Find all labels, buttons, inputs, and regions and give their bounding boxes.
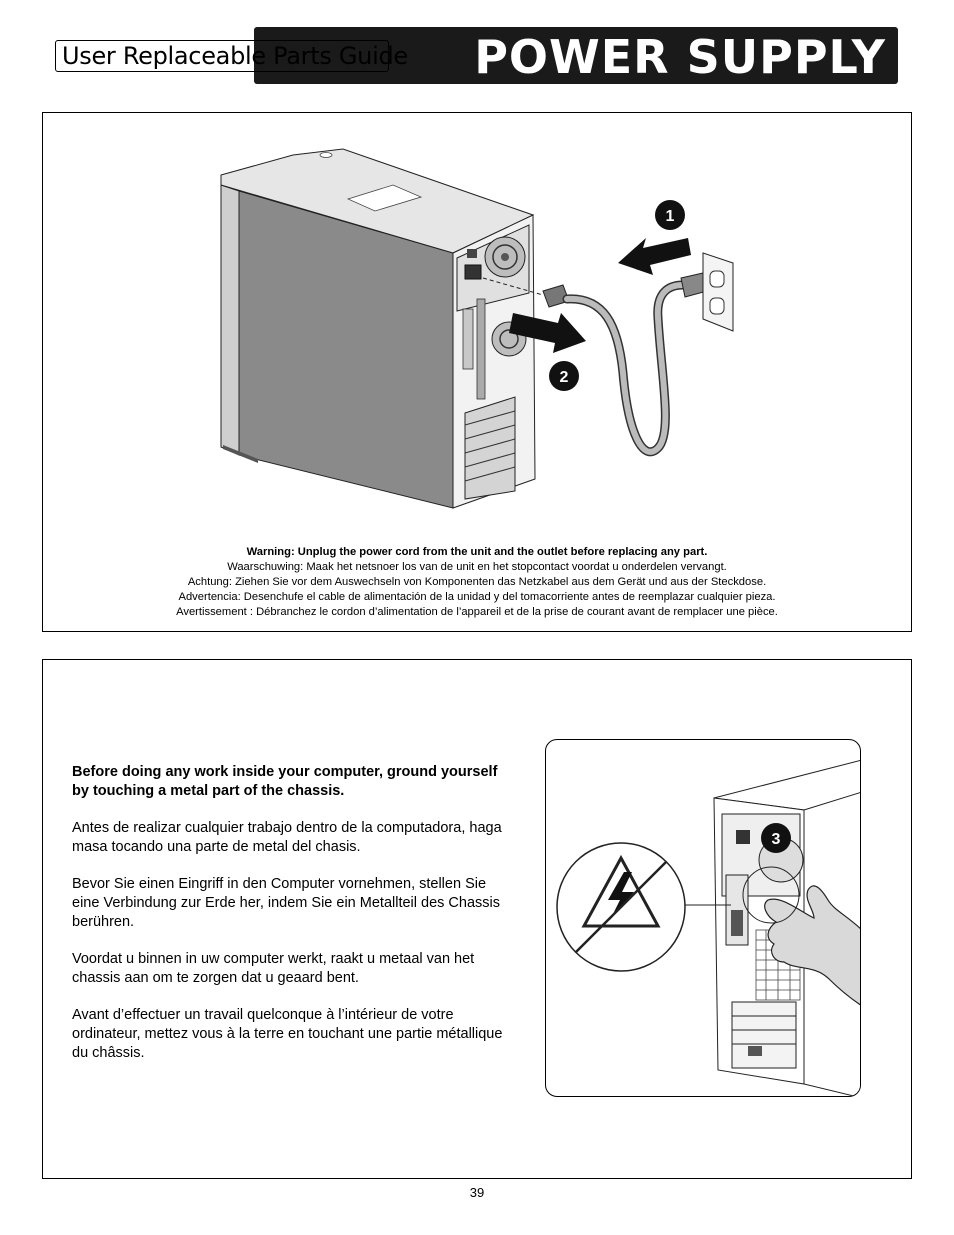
grounding-text-es: Antes de realizar cualquier trabajo dentro de la computadora, haga masa tocando una parte de metal del chasis.	[72, 820, 502, 855]
unplug-illustration	[43, 113, 911, 533]
tower-side-panel	[221, 185, 239, 455]
warning-line-es: Advertencia: Desenchufe el cable de alimentación de la unidad y del tomacorriente antes de reemplazar cualquier pieza.	[178, 591, 776, 603]
step-ground-panel	[42, 659, 912, 1179]
grounding-text-nl: Voordat u binnen in uw computer werkt, raakt u metaal van het chassis aan om te zorgen dat u geaard bent.	[72, 951, 475, 986]
section-title: POWER SUPPLY	[474, 30, 886, 84]
warning-line-de: Achtung: Ziehen Sie vor dem Auswechseln von Komponenten das Netzkabel aus dem Gerät und aus der Steckdose.	[187, 576, 767, 588]
callout-2: 2	[559, 369, 569, 386]
grounding-illustration	[546, 740, 861, 1097]
arrow-unplug-outlet	[618, 238, 691, 275]
warning-line-fr: Avertissement : Débranchez le cordon d’alimentation de l’appareil et de la prise de courant avant de remplacer une pièce.	[176, 606, 778, 618]
grounding-text-en: Before doing any work inside your computer, ground yourself by touching a metal part of the chassis.	[72, 764, 498, 799]
warning-line-en: Warning: Unplug the power cord from the unit and the outlet before replacing any part.	[246, 546, 708, 558]
grounding-text-de: Bevor Sie einen Eingriff in den Computer vornehmen, stellen Sie eine Verbindung zur Erde her, indem Sie ein Metallteil des Chassis berühren.	[72, 876, 500, 930]
power-socket	[465, 265, 481, 279]
page-number: 39	[469, 1185, 485, 1200]
callout-3: 3	[771, 831, 781, 848]
step-unplug-panel	[42, 112, 912, 632]
expansion-slots	[465, 397, 515, 499]
callout-1: 1	[665, 208, 675, 225]
guide-title: User Replaceable Parts Guide	[55, 40, 389, 72]
grounding-illustration-frame	[545, 739, 861, 1097]
warning-text	[43, 545, 911, 620]
wall-outlet	[703, 253, 733, 331]
warning-line-nl: Waarschuwing: Maak het netsnoer los van de unit en het stopcontact voordat u onderdelen vervangt.	[227, 561, 727, 573]
grounding-instructions	[72, 763, 512, 1081]
grounding-text-fr: Avant d’effectuer un travail quelconque à l’intérieur de votre ordinateur, mettez vous à la terre en touchant une partie métallique du châssis.	[72, 1007, 503, 1061]
